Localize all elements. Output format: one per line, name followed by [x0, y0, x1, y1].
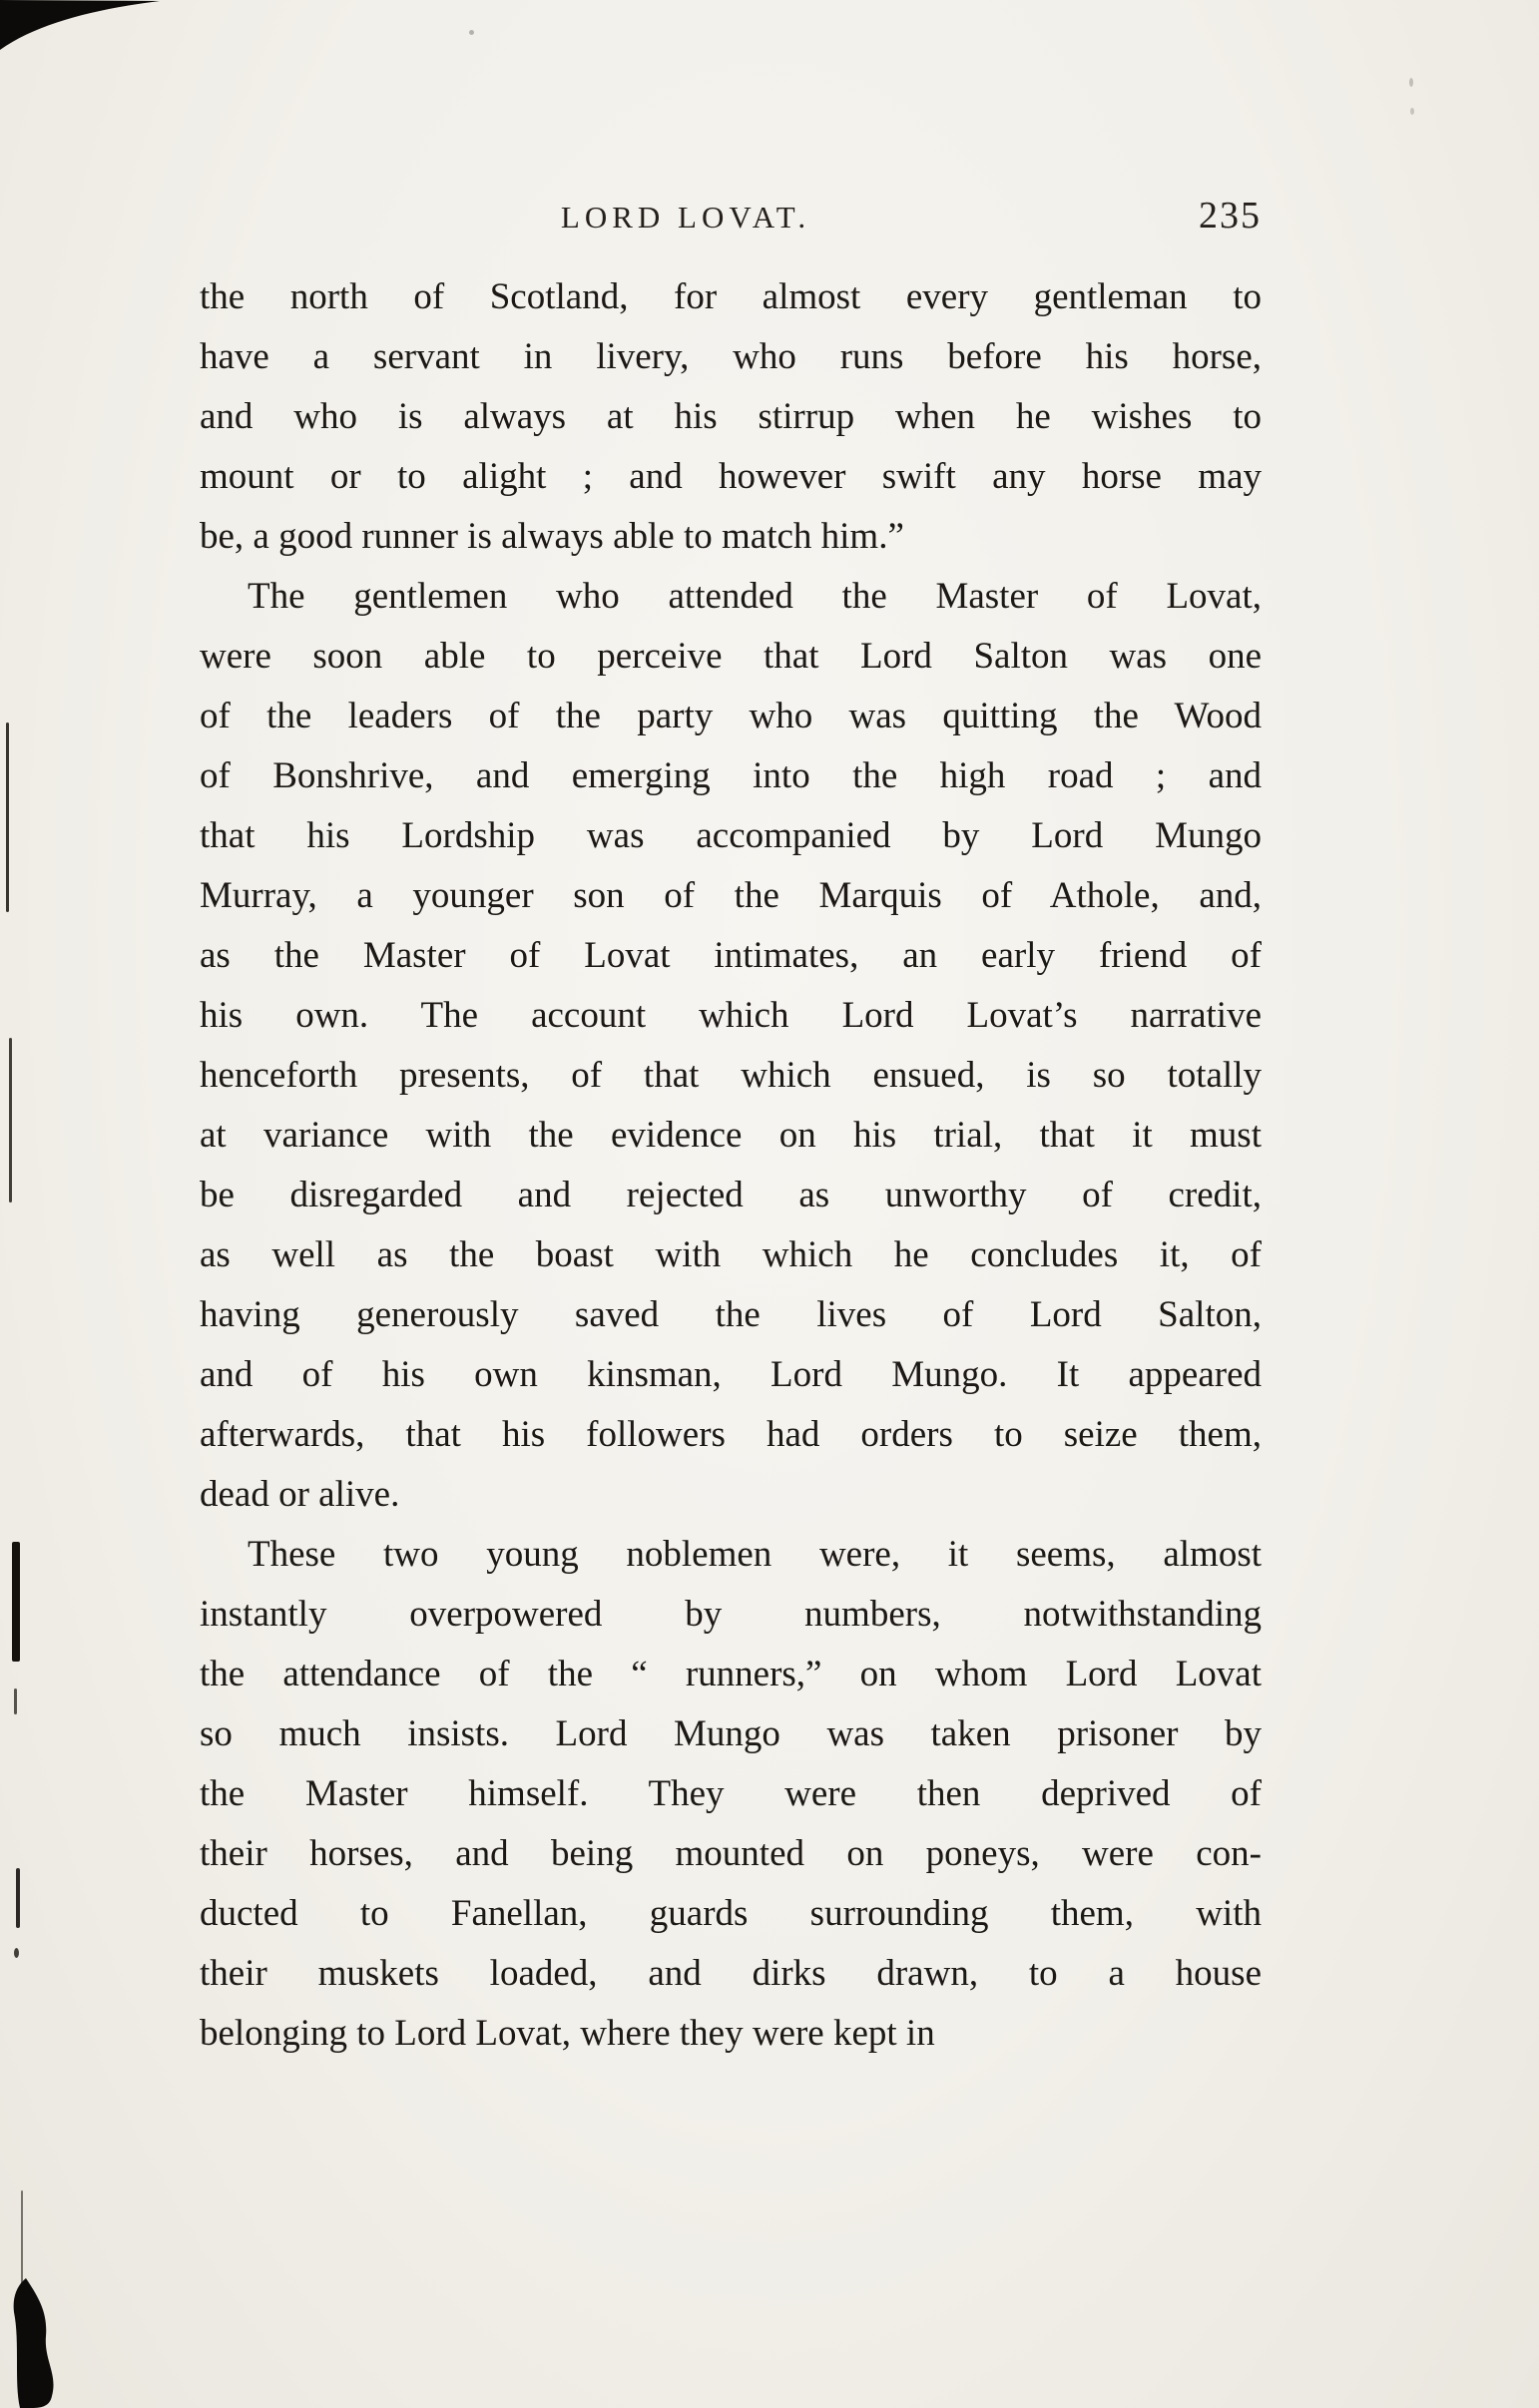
- text-line: be disregarded and rejected as unworthy of credit,: [200, 1175, 1262, 1215]
- text-line: belonging to Lord Lovat, where they were kept in: [200, 2013, 935, 2054]
- paragraph: [200, 267, 1262, 567]
- ink-streak: [6, 722, 9, 912]
- paragraph: [200, 1525, 1262, 2064]
- text-line: be, a good runner is always able to match him.”: [200, 516, 904, 557]
- text-line: their horses, and being mounted on poneys, were con-: [200, 1833, 1262, 1874]
- ink-streak: [12, 1542, 20, 1662]
- text-line: of Bonshrive, and emerging into the high road ; and: [200, 755, 1262, 796]
- ink-blot: [12, 2278, 78, 2408]
- text-line: have a servant in livery, who runs before his horse,: [200, 336, 1262, 377]
- ink-streak: [21, 2190, 23, 2285]
- page-header: [200, 194, 1262, 241]
- text-line: so much insists. Lord Mungo was taken prisoner by: [200, 1713, 1262, 1754]
- text-line: and who is always at his stirrup when he wishes to: [200, 396, 1262, 437]
- text-line: were soon able to perceive that Lord Salton was one: [200, 636, 1262, 677]
- text-line: The gentlemen who attended the Master of Lovat,: [248, 576, 1262, 617]
- text-line: as well as the boast with which he concludes it, of: [200, 1234, 1262, 1275]
- text-line: henceforth presents, of that which ensued, is so totally: [200, 1055, 1262, 1096]
- running-title: LORD LOVAT.: [560, 200, 811, 235]
- text-line: Murray, a younger son of the Marquis of Athole, and,: [200, 875, 1262, 916]
- text-line: These two young noblemen were, it seems, almost: [248, 1534, 1262, 1575]
- ink-speck: [14, 1948, 19, 1958]
- text-line: dead or alive.: [200, 1474, 400, 1515]
- text-line: and of his own kinsman, Lord Mungo. It appeared: [200, 1354, 1262, 1395]
- page-number: 235: [1199, 195, 1262, 237]
- text-line: the Master himself. They were then deprived of: [200, 1773, 1262, 1814]
- text-body: [200, 267, 1262, 2064]
- text-line: of the leaders of the party who was quitting the Wood: [200, 696, 1262, 736]
- text-line: their muskets loaded, and dirks drawn, to a house: [200, 1953, 1262, 1994]
- paragraph: [200, 567, 1262, 1525]
- text-line: mount or to alight ; and however swift any horse may: [200, 456, 1262, 497]
- text-line: at variance with the evidence on his trial, that it must: [200, 1115, 1262, 1156]
- scan-speck: [1410, 108, 1414, 115]
- text-line: his own. The account which Lord Lovat’s narrative: [200, 995, 1262, 1036]
- text-line: as the Master of Lovat intimates, an early friend of: [200, 935, 1262, 976]
- scan-speck: [469, 30, 474, 35]
- text-line: instantly overpowered by numbers, notwithstanding: [200, 1594, 1262, 1635]
- ink-streak: [16, 1868, 20, 1928]
- ink-streak: [9, 1038, 12, 1203]
- text-line: afterwards, that his followers had orders to seize them,: [200, 1414, 1262, 1455]
- text-line: having generously saved the lives of Lord Salton,: [200, 1294, 1262, 1335]
- text-line: the north of Scotland, for almost every gentleman to: [200, 276, 1262, 317]
- text-line: ducted to Fanellan, guards surrounding them, with: [200, 1893, 1262, 1934]
- ink-corner-mark: [0, 0, 170, 52]
- text-line: the attendance of the “ runners,” on whom Lord Lovat: [200, 1654, 1262, 1694]
- scan-speck: [1409, 78, 1413, 87]
- ink-streak: [14, 1688, 17, 1714]
- text-line: that his Lordship was accompanied by Lord Mungo: [200, 815, 1262, 856]
